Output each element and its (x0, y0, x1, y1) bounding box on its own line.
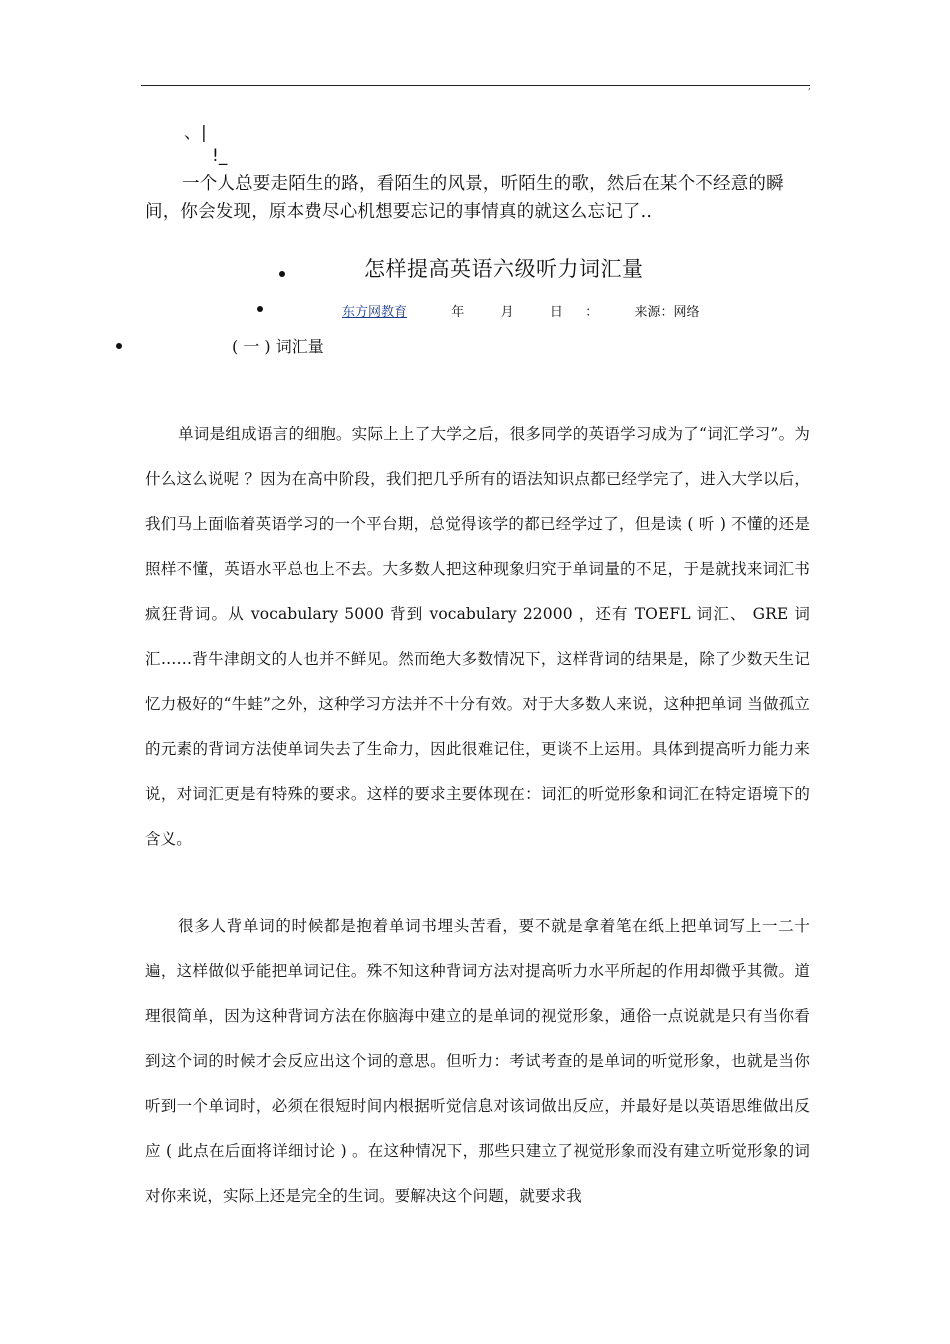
paragraph: 很多人背单词的时候都是抱着单词书埋头苦看，要不就是拿着笔在纸上把单词写上一二十遍，这样做似乎能把单词记住。殊不知这种背词方法对提高听力水平所起的作用却微乎其微。道理很简单，因为这种背词方法在你脑海中建立的是单词的视觉形象，通俗一点说就是只有当你看到这个词的时候才会反应出这个词的意思。但听力：考试考查的是单词的听觉形象，也就是当你听到一个单词时，必须在很短时间内根据听觉信息对该词做出反应，并最好是以英语思维做出反应 ( 此点在后面将详细讨论 ) 。在这种情况下，那些只建立了视觉形象而没有建立听觉形象的词对你来说，实际上还是完全的生词。要解决这个问题，就要求我 (145, 917, 810, 1205)
paragraph: 单词是组成语言的细胞。实际上上了大学之后，很多同学的英语学习成为了“词汇学习”。为什么这么说呢 ？因为在高中阶段，我们把几乎所有的语法知识点都已经学完了，进入大学以后，我们马上面临着英语学习的一个平台期，总觉得该学的都已经学过了，但是读 ( 听 ) 不懂的还是照样不懂，英语水平总也上不去。大多数人把这种现象归究于单词量的不足，于是就找来词汇书疯狂背词。从 vocabulary 5000 背到 vocabulary 22000 ，还有 TOEFL 词汇、 GRE 词汇……背牛津朗文的人也并不鲜见。然而绝大多数情况下，这样背词的结果是，除了少数天生记忆力极好的“牛蛙”之外，这种学习方法并不十分有效。对于大多数人来说，这种把单词 当做孤立的元素的背词方法使单词失去了生命力，因此很难记住，更谈不上运用。具体到提高听力能力来说，对词汇更是有特殊的要求。这样的要求主要体现在：词汇的听觉形象和词汇在特定语境下的含义。 (145, 425, 810, 848)
header-rule (141, 85, 810, 86)
bullet-icon (279, 271, 285, 277)
section-heading: ( 一 ) 词汇量 (232, 337, 324, 356)
intro-quote: 一个人总要走陌生的路，看陌生的风景，听陌生的歌，然后在某个不经意的瞬间，你会发现，原本费尽心机想要忘记的事情真的就这么忘记了.. (145, 174, 784, 222)
meta-month: 月 (500, 305, 514, 320)
bullet-icon (116, 343, 122, 349)
bullet-icon (257, 306, 263, 312)
stray-mark-2: !_ (212, 146, 228, 166)
article-meta (342, 301, 700, 320)
meta-year: 年 (451, 305, 465, 320)
stray-mark-1: 、| (184, 123, 207, 143)
meta-day: 日 (549, 305, 563, 320)
meta-colon: ： (585, 305, 599, 320)
source-link[interactable]: 东方网教育 (342, 305, 408, 320)
article-title: 怎样提高英语六级听力词汇量 (364, 257, 644, 281)
meta-source: 来源：网络 (634, 305, 700, 320)
header-mark: , (808, 82, 811, 92)
